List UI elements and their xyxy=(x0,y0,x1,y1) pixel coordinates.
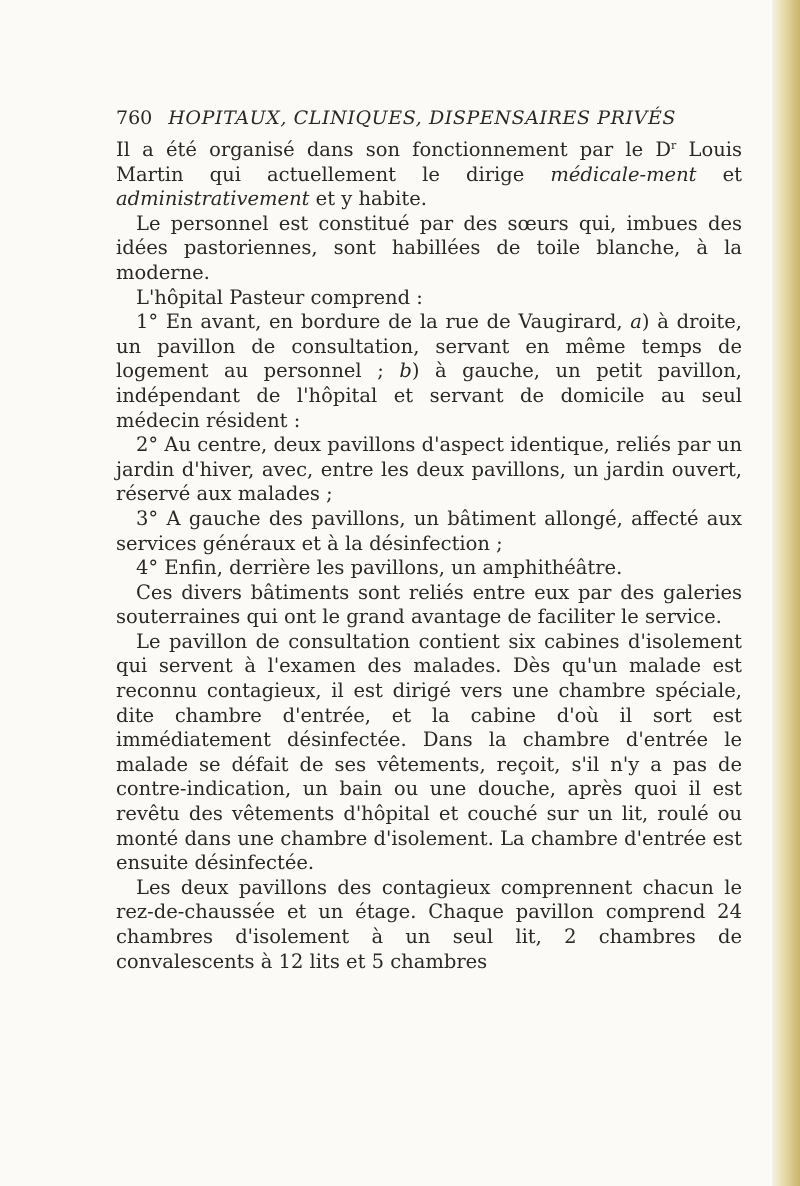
paragraph-7: 4° Enfin, derrière les pavillons, un amphithéâtre. xyxy=(136,556,623,580)
paragraph-3: L'hôpital Pasteur comprend : xyxy=(136,285,423,309)
paragraph-9: Le pavillon de consultation contient six cabines d'isolement qui servent à l'examen des malades. Dès qu'un malade est reconnu contagieux, il est dirigé vers une chambre spéciale, dite chambre d'entrée, et la cabine d'où il sort est immédiatement désinfectée. Dans la chambre d'entrée le malade se défait de ses vêtements, reçoit, s'il n'y a pas de contre-indication, un bain ou une douche, après quoi il est revêtu des vêtements d'hôpital et couché sur un lit, roulé ou monté dans une chambre d'isolement. La chambre d'entrée est ensuite désinfectée. xyxy=(116,629,742,875)
page-number: 760 xyxy=(116,107,153,129)
book-page xyxy=(116,98,742,974)
paragraph-1: Il a été organisé dans son fonctionnement par le $D^r$ Louis Martin qui actuellement le dirige médicale-ment et administrativement et y habite. xyxy=(116,138,742,211)
paragraph-6: 3° A gauche des pavillons, un bâtiment allongé, affecté aux services généraux et à la désinfection ; xyxy=(116,506,742,555)
running-head xyxy=(116,98,742,138)
page-edge xyxy=(772,0,800,1186)
paragraph-8: Ces divers bâtiments sont reliés entre eux par des galeries souterraines qui ont le grand avantage de faciliter le service. xyxy=(116,580,742,629)
body-text xyxy=(116,138,742,974)
paragraph-4: 1° En avant, en bordure de la rue de Vaugirard, a) à droite, un pavillon de consultation, servant en même temps de logement au personnel ; b) à gauche, un petit pavillon, indépendant de l'hôpital et servant de domicile au seul médecin résident : xyxy=(116,310,742,432)
paragraph-10: Les deux pavillons des contagieux comprennent chacun le rez-de-chaussée et un étage. Chaque pavillon comprend 24 chambres d'isolement à un seul lit, 2 chambres de convalescents à 12 lits et 5 chambres xyxy=(116,875,742,973)
paragraph-2: Le personnel est constitué par des sœurs qui, imbues des idées pastoriennes, sont habillées de toile blanche, à la moderne. xyxy=(116,211,742,284)
running-title: HOPITAUX, CLINIQUES, DISPENSAIRES PRIVÉS xyxy=(168,107,677,129)
paragraph-5: 2° Au centre, deux pavillons d'aspect identique, reliés par un jardin d'hiver, avec, entre les deux pavillons, un jardin ouvert, réservé aux malades ; xyxy=(116,433,742,506)
